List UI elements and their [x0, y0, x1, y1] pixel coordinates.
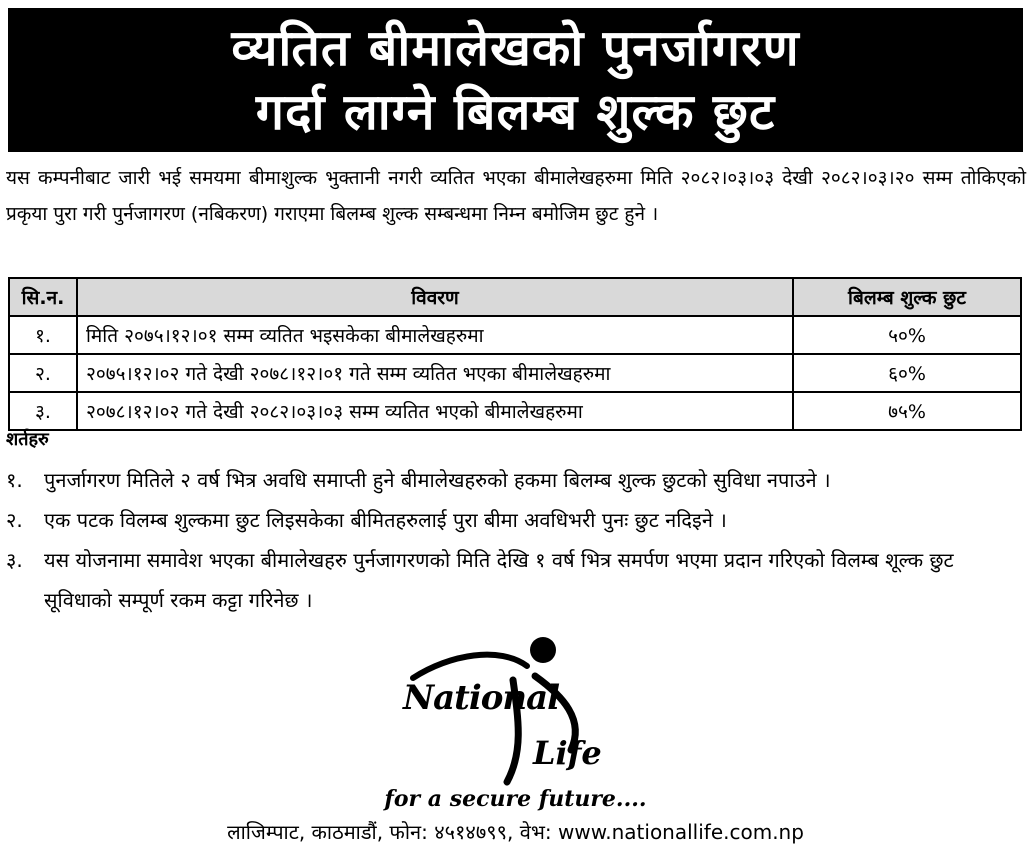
row-serial-number: १.	[9, 316, 77, 354]
table-row	[9, 392, 1021, 430]
banner-title-line-2: गर्दा लाग्ने बिलम्ब शुल्क छुट	[255, 83, 776, 141]
term-text: यस योजनामा समावेश भएका बीमालेखहरु पुर्नजागरणको मिति देखि १ वर्ष भित्र समर्पण भएमा प्रदान गरिएको विलम्ब शूल्क छुट सूविधाको सम्पूर्ण रकम कट्टा गरिनेछ ।	[44, 548, 954, 612]
contact-info: लाजिम्पाट, काठमाडौं, फोन: ४५१४७९९, वेभ: www.nationallife.com.np	[227, 820, 804, 844]
national-life-logo	[395, 632, 625, 792]
table-header-row	[9, 278, 1021, 316]
list-item	[6, 540, 1026, 620]
term-text: एक पटक विलम्ब शुल्कमा छुट लिइसकेका बीमितहरुलाई पुरा बीमा अवधिभरी पुनः छुट नदिइने ।	[44, 508, 727, 532]
intro-paragraph: यस कम्पनीबाट जारी भई समयमा बीमाशुल्क भुक्तानी नगरी व्यतित भएका बीमालेखहरुमा मिति २०८२।०३।०३ देखी २०८२।०३।२० सम्म तोकिएको प्रकृया पुरा गरी पुर्नजागरण (नबिकरण) गराएमा बिलम्ब शुल्क सम्बन्धमा निम्न बमोजिम छुट हुने ।	[6, 167, 1026, 225]
header-banner	[8, 8, 1023, 152]
tagline: for a secure future....	[384, 786, 647, 812]
terms-list	[6, 460, 1026, 620]
list-item	[6, 500, 1026, 540]
row-description: २०७५।१२।०२ गते देखी २०७८।१२।०१ गते सम्म व्यतित भएका बीमालेखहरुमा	[77, 354, 793, 392]
row-discount: ६०%	[793, 354, 1021, 392]
terms-heading: शर्तहरु	[6, 429, 49, 450]
term-number: ३.	[6, 548, 23, 572]
term-number: १.	[6, 468, 23, 492]
header-late-fee-discount: बिलम्ब शुल्क छुट	[793, 278, 1021, 316]
row-serial-number: ३.	[9, 392, 77, 430]
term-number: २.	[6, 508, 23, 532]
term-text: पुनर्जागरण मितिले २ वर्ष भित्र अवधि समाप्ती हुने बीमालेखहरुको हकमा बिलम्ब शुल्क छुटको सुविधा नपाउने ।	[44, 468, 831, 492]
row-description: मिति २०७५।१२।०१ सम्म व्यतित भइसकेका बीमालेखहरुमा	[77, 316, 793, 354]
banner-title-line-1: व्यतित बीमालेखको पुनर्जागरण	[231, 19, 800, 77]
logo-text-life: Life	[533, 734, 602, 772]
row-description: २०७८।१२।०२ गते देखी २०८२।०३।०३ सम्म व्यतित भएको बीमालेखहरुमा	[77, 392, 793, 430]
row-serial-number: २.	[9, 354, 77, 392]
list-item	[6, 460, 1026, 500]
header-description: विवरण	[77, 278, 793, 316]
logo-text-national: National	[403, 678, 560, 718]
table-row	[9, 354, 1021, 392]
table-row	[9, 316, 1021, 354]
discount-table	[8, 277, 1022, 431]
row-discount: ७५%	[793, 392, 1021, 430]
row-discount: ५०%	[793, 316, 1021, 354]
header-serial-number: सि.न.	[9, 278, 77, 316]
